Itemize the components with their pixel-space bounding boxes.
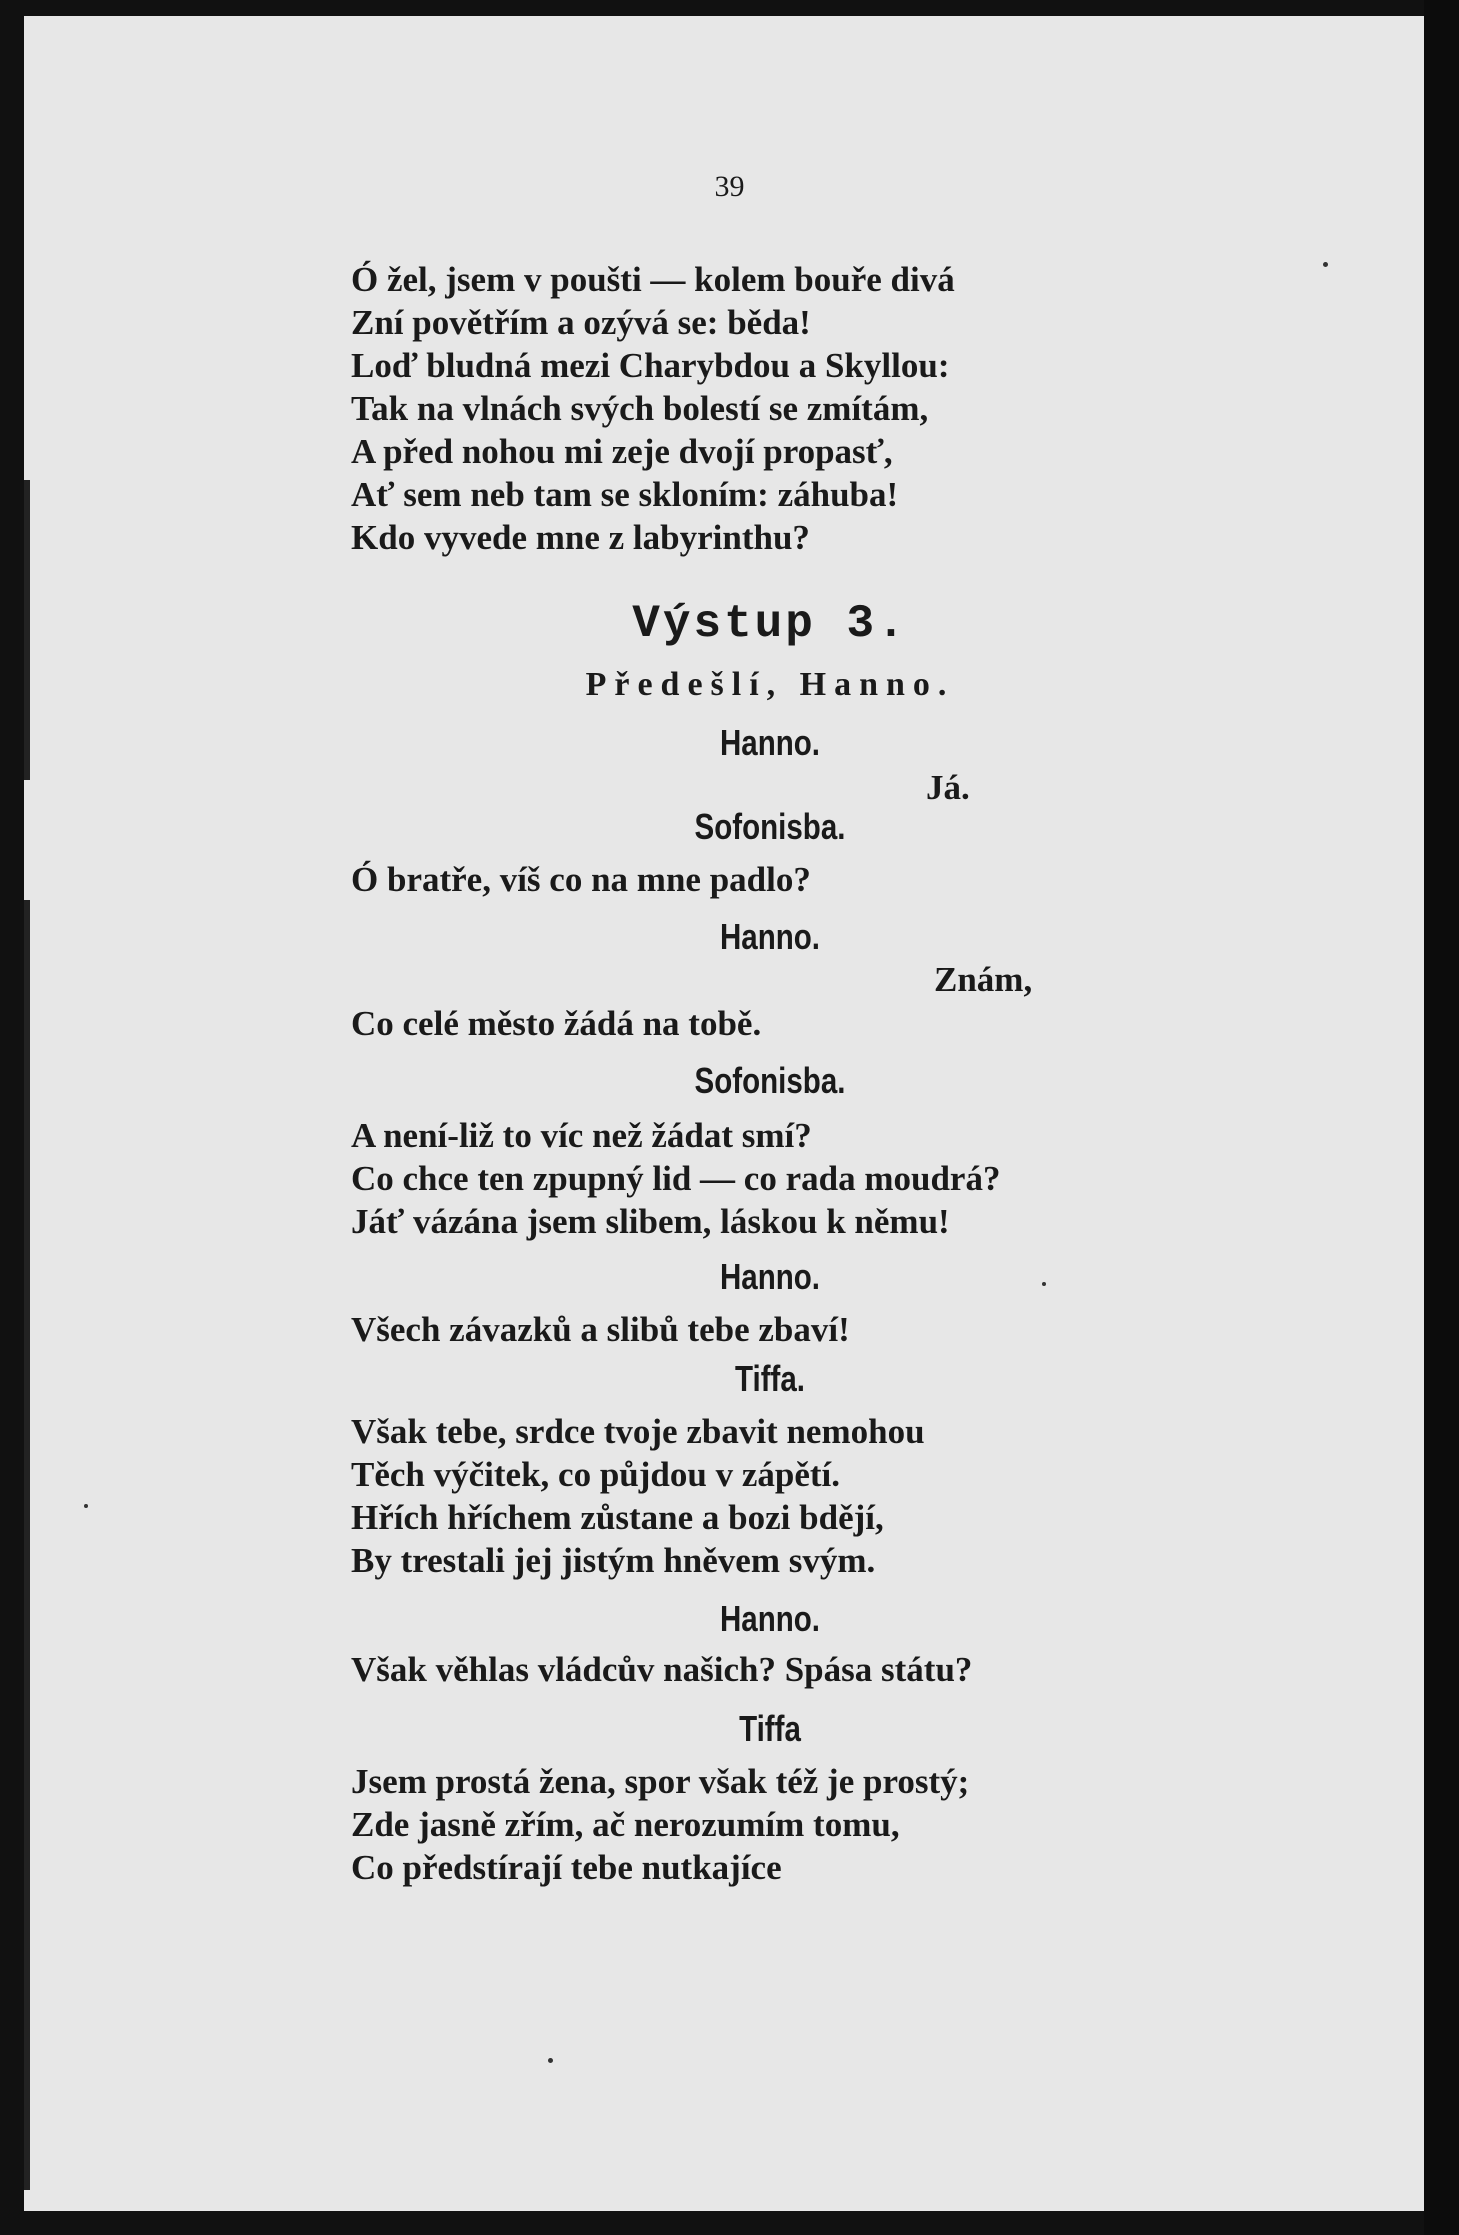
- verse-line: Loď bludná mezi Charybdou a Skyllou:: [351, 346, 950, 385]
- dialogue-lines: [351, 858, 811, 901]
- speaker-name: Hanno.: [719, 1256, 821, 1297]
- dialogue-reply: Znám,: [934, 960, 1033, 999]
- dialogue-line: By trestali jej jistým hněvem svým.: [351, 1541, 876, 1580]
- dialogue-line: Však tebe, srdce tvoje zbavit nemohou: [351, 1412, 925, 1451]
- dialogue-line: Jáť vázána jsem slibem, láskou k němu!: [351, 1202, 950, 1241]
- scene-heading: Výstup 3.: [632, 598, 908, 650]
- verse-line: Kdo vyvede mne z labyrinthu?: [351, 518, 810, 557]
- speaker-name: Tiffa.: [735, 1358, 805, 1399]
- dialogue-line: Hřích hříchem zůstane a bozi bdějí,: [351, 1498, 884, 1537]
- dialogue-reply: Já.: [926, 768, 970, 807]
- dialogue-lines: [351, 1410, 925, 1582]
- page-number: 39: [714, 170, 745, 203]
- speaker-name: Sofonisba.: [694, 806, 846, 847]
- verse-line: Tak na vlnách svých bolestí se zmítám,: [351, 389, 929, 428]
- scan-edge: [1424, 0, 1459, 2235]
- dialogue-lines: [351, 1308, 850, 1351]
- dialogue-line: Zde jasně zřím, ač nerozumím tomu,: [351, 1805, 900, 1844]
- opening-verse: [351, 258, 955, 559]
- speaker-name: Tiffa: [739, 1708, 801, 1749]
- scan-speck: [1042, 1282, 1046, 1286]
- dialogue-lines: [351, 1760, 969, 1889]
- speaker-name: Hanno.: [719, 916, 821, 957]
- speaker-name: Hanno.: [719, 722, 821, 763]
- dialogue-line: Všech závazků a slibů tebe zbaví!: [351, 1310, 850, 1349]
- dialogue-line: Co celé město žádá na tobě.: [351, 1004, 762, 1043]
- verse-line: A před nohou mi zeje dvojí propasť,: [351, 432, 893, 471]
- dialogue-line: Ó bratře, víš co na mne padlo?: [351, 860, 811, 899]
- speaker-name: Sofonisba.: [694, 1060, 846, 1101]
- scan-speck: [548, 2058, 553, 2063]
- dialogue-line: Těch výčitek, co půjdou v zápětí.: [351, 1455, 841, 1494]
- speaker-name: Hanno.: [719, 1598, 821, 1639]
- dialogue-line: Však věhlas vládcův našich? Spása státu?: [351, 1650, 973, 1689]
- dialogue-lines: [351, 1648, 972, 1691]
- verse-line: Zní povětřím a ozývá se: běda!: [351, 303, 811, 342]
- verse-line: Ó žel, jsem v poušti — kolem bouře divá: [351, 260, 955, 299]
- scan-speck: [84, 1504, 88, 1508]
- dialogue-line: Jsem prostá žena, spor však též je prostý;: [351, 1762, 970, 1801]
- dialogue-lines: [351, 1002, 761, 1045]
- dialogue-line: Co chce ten zpupný lid — co rada moudrá?: [351, 1159, 1001, 1198]
- scene-cast: Předešlí, Hanno.: [585, 666, 955, 703]
- page-spine: [24, 900, 30, 2190]
- dialogue-line: Co předstírají tebe nutkajíce: [351, 1848, 782, 1887]
- verse-line: Ať sem neb tam se skloním: záhuba!: [351, 475, 899, 514]
- scan-speck: [1323, 262, 1328, 267]
- dialogue-line: A není-liž to víc než žádat smí?: [351, 1116, 812, 1155]
- dialogue-lines: [351, 1114, 1000, 1243]
